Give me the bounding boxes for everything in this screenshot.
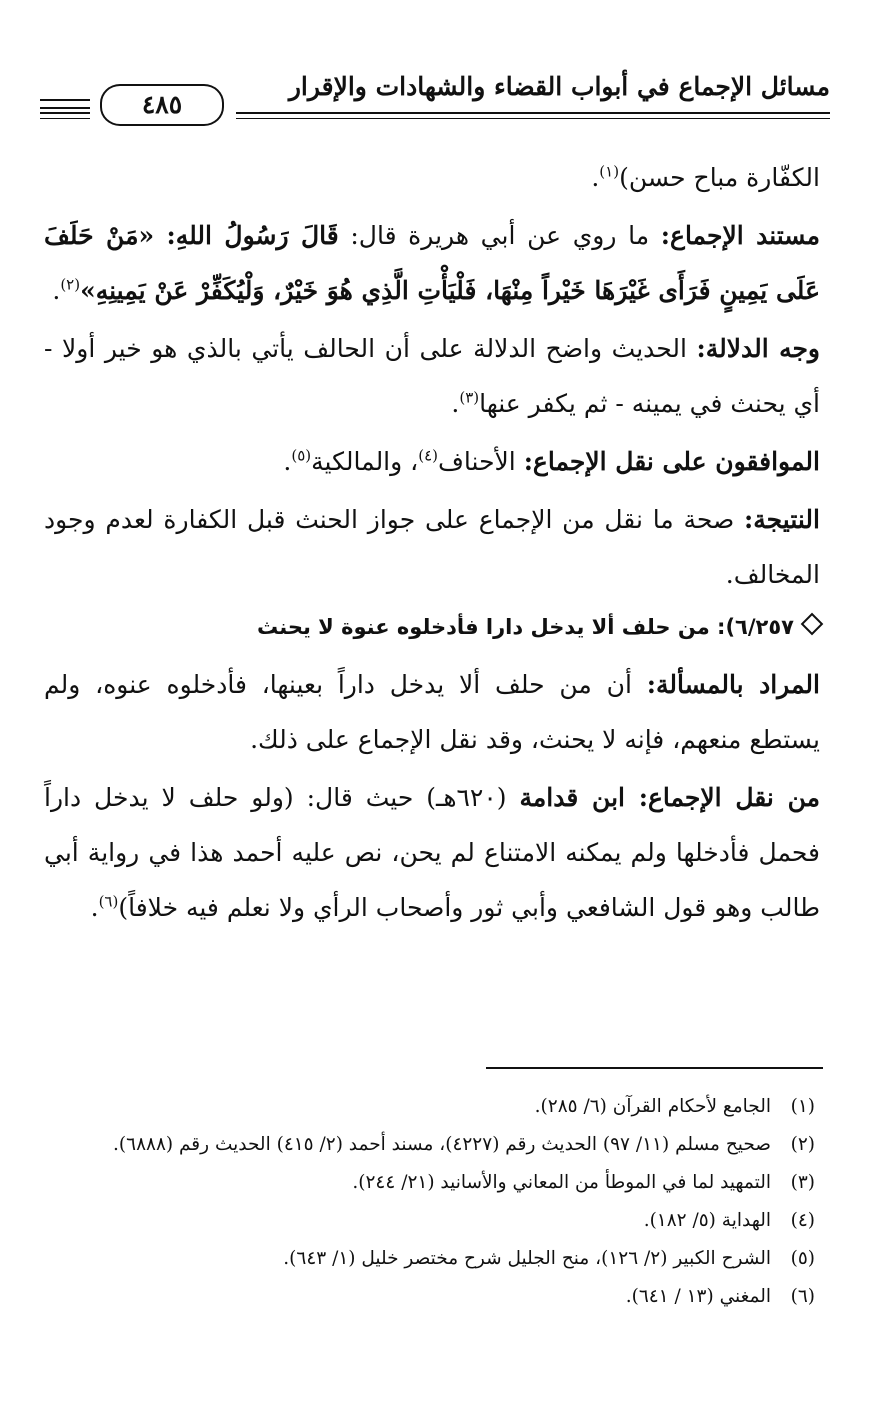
paragraph-agreeing: [44, 434, 820, 489]
paragraph-meaning: [44, 657, 820, 767]
paragraph-end: .: [451, 389, 460, 418]
paragraph-label: الموافقون على نقل الإجماع:: [523, 447, 820, 476]
paragraph-result: [44, 492, 820, 602]
paragraph-end: .: [90, 893, 99, 922]
paragraph-end: .: [283, 447, 292, 476]
paragraph-text: ما روي عن أبي هريرة قال:: [338, 221, 661, 250]
page-number-ornament: [90, 84, 236, 128]
footnote-number: (٦): [790, 1286, 815, 1307]
paragraph-indication: [44, 321, 820, 431]
hadith-quote: قَالَ رَسُولُ اللهِ: «مَنْ حَلَفَ عَلَى يَمِينٍ فَرَأَى غَيْرَهَا خَيْراً مِنْهَا، فَلْيَأْتِ الَّذِي هُوَ خَيْرٌ، وَلْيُكَفِّرْ عَنْ يَمِينِهِ»: [44, 221, 820, 305]
paragraph-kaffara: [44, 150, 820, 205]
diamond-icon: [801, 613, 824, 636]
section-title: من حلف ألا يدخل دارا فأدخلوه عنوة لا يحنث: [257, 615, 718, 639]
footnote-number: (٢): [790, 1134, 815, 1155]
footnote: [40, 1164, 815, 1202]
footnote-number: (٥): [790, 1248, 815, 1269]
paragraph-label: مستند الإجماع:: [660, 221, 821, 250]
footnote-text: الشرح الكبير (٢/ ١٢٦)، منح الجليل شرح مختصر خليل (١/ ٦٤٣).: [283, 1248, 771, 1269]
paragraph-text: الكفّارة مباح حسن): [619, 163, 820, 192]
running-title: مسائل الإجماع في أبواب القضاء والشهادات والإقرار: [288, 72, 830, 101]
footnote-number: (١): [790, 1096, 815, 1117]
footnote-text: صحيح مسلم (١١/ ٩٧) الحديث رقم (٤٢٢٧)، مسند أحمد (٢/ ٤١٥) الحديث رقم (٦٨٨٨).: [113, 1134, 771, 1155]
footnote-text: الهداية (٥/ ١٨٢).: [643, 1210, 771, 1231]
paragraph-end: .: [591, 163, 600, 192]
page-number: ٤٨٥: [141, 90, 183, 119]
paragraph-end: .: [52, 276, 61, 305]
page-header: [40, 62, 830, 132]
paragraph-label: النتيجة:: [744, 505, 820, 534]
paragraph-transmitter: [44, 770, 820, 935]
footnote-ref: (٦): [98, 892, 119, 911]
paragraph-label: المراد بالمسألة:: [646, 670, 820, 699]
section-number: ٦/٢٥٧):: [717, 615, 794, 639]
paragraph-text: أن من حلف ألا يدخل داراً بعينها، فأدخلوه عنوه، ولم يستطع منعهم، فإنه لا يحنث، وقد نقل الإجماع على ذلك.: [44, 670, 820, 754]
section-heading: [44, 605, 820, 649]
footnote: [40, 1088, 815, 1126]
footnote: [40, 1202, 815, 1240]
footnote-ref: (١): [599, 162, 620, 181]
footnote-ref: (٥): [291, 446, 312, 465]
paragraph-text: صحة ما نقل من الإجماع على جواز الحنث قبل الكفارة لعدم وجود المخالف.: [44, 505, 820, 589]
footnote-ref: (٢): [60, 275, 81, 294]
scholar-name: ابن قدامة: [519, 783, 639, 812]
footnote-text: التمهيد لما في الموطأ من المعاني والأسانيد (٢١/ ٢٤٤).: [352, 1172, 771, 1193]
paragraph-text: (٦٢٠هـ) حيث قال: (ولو حلف لا يدخل داراً فحمل فأدخلها ولم يمكنه الامتناع لم يحن، نص عليه أحمد هذا في رواية أبي طالب وهو قول الشافعي وأبي ثور وأصحاب الرأي ولا نعلم فيه خلافاً): [44, 783, 820, 922]
footnote: [40, 1126, 815, 1164]
footnote-number: (٤): [790, 1210, 815, 1231]
footnote-ref: (٣): [459, 388, 480, 407]
footnote: [40, 1278, 815, 1316]
paragraph-text: الحديث واضح الدلالة على أن الحالف يأتي بالذي هو خير أولا - أي يحنث في يمينه - ثم يكفر عنها: [44, 334, 820, 418]
footnote-number: (٣): [790, 1172, 815, 1193]
footnote-ref: (٤): [418, 446, 438, 465]
footnote-text: المغني (١٣ / ٦٤١).: [625, 1286, 771, 1307]
page-number-frame: [100, 84, 224, 126]
footnote-text: الجامع لأحكام القرآن (٦/ ٢٨٥).: [534, 1096, 771, 1117]
footnotes: [40, 1088, 815, 1316]
footnote-separator: [486, 1067, 823, 1069]
paragraph-label: وجه الدلالة:: [696, 334, 820, 363]
paragraph-text: الأحناف: [438, 447, 524, 476]
main-text: [44, 150, 820, 938]
paragraph-text: ، والمالكية: [311, 447, 419, 476]
paragraph-evidence: [44, 208, 820, 318]
paragraph-label: من نقل الإجماع:: [638, 783, 820, 812]
footnote: [40, 1240, 815, 1278]
